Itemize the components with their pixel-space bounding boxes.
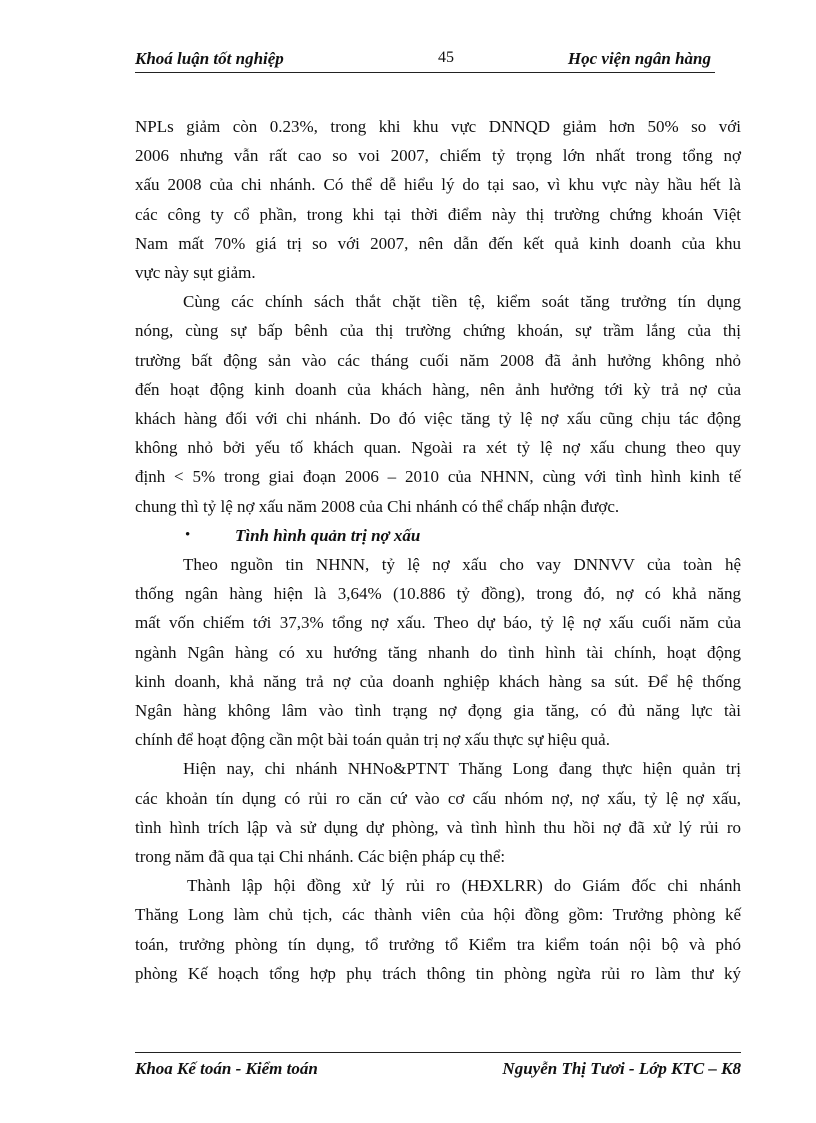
text-line: không nhỏ bởi yếu tố khách quan. Ngoài ra xét tỷ lệ nợ xấu chung theo quy (135, 438, 741, 458)
text-line: kinh doanh, khả năng trả nợ của doanh nghiệp khách hàng sa sút. Để hệ thống (135, 671, 741, 691)
text-line: Ngân hàng không lâm vào tình trạng nợ đọng gia tăng, có đủ năng lực tài (135, 701, 741, 721)
text-line: vực này sụt giảm. (135, 263, 256, 283)
text-line: khách hàng đối với chi nhánh. Do đó việc tăng tỷ lệ nợ xấu cũng chịu tác động (135, 409, 741, 429)
header-institution: Học viện ngân hàng (567, 49, 711, 68)
text-line: ngành Ngân hàng có xu hướng tăng nhanh do tình hình tài chính, hoạt động (135, 642, 741, 662)
text-line: nóng, cùng sự bấp bênh của thị trường chứng khoán, sự trầm lắng của thị (135, 321, 741, 341)
page-number: 45 (438, 49, 454, 66)
text-line: mất vốn chiếm tới 37,3% tổng nợ xấu. Theo dự báo, tỷ lệ nợ xấu cuối năm của (135, 613, 741, 633)
paragraph-4 (135, 754, 741, 871)
text-line: phòng Kế hoạch tổng hợp phụ trách thông tin phòng ngừa rủi ro làm thư ký (135, 963, 741, 983)
text-line: Hiện nay, chi nhánh NHNo&PTNT Thăng Long đang thực hiện quản trị (183, 759, 741, 779)
paragraph-3 (135, 550, 741, 754)
page-footer (135, 1052, 741, 1078)
page-header (135, 48, 715, 73)
text-line: Thành lập hội đồng xử lý rủi ro (HĐXLRR) do Giám đốc chi nhánh (187, 876, 741, 896)
text-line: Cùng các chính sách thắt chặt tiền tệ, kiểm soát tăng trưởng tín dụng (183, 292, 741, 312)
text-line: 2006 nhưng vẫn rất cao so voi 2007, chiếm tỷ trọng lớn nhất trong tổng nợ (135, 146, 741, 166)
text-line: trong năm đã qua tại Chi nhánh. Các biện pháp cụ thể: (135, 847, 506, 867)
text-line: NPLs giảm còn 0.23%, trong khi khu vực DNNQD giảm hơn 50% so với (135, 117, 741, 136)
text-line: định < 5% trong giai đoạn 2006 – 2010 của NHNN, cùng với tình hình kinh tế (135, 467, 741, 487)
text-line: đến hoạt động kinh doanh của khách hàng, nên ảnh hưởng tới kỳ trả nợ của (135, 379, 741, 399)
text-line: Theo nguồn tin NHNN, tỷ lệ nợ xấu cho vay DNNVV của toàn hệ (183, 555, 741, 575)
text-line: toán, trưởng phòng tín dụng, tổ trưởng tổ Kiểm tra kiểm toán nội bộ và phó (135, 934, 741, 954)
text-line: thống ngân hàng hiện là 3,64% (10.886 tỷ đồng), trong đó, nợ có khả năng (135, 584, 741, 604)
header-thesis-title: Khoá luận tốt nghiệp (135, 49, 284, 68)
page-body (135, 112, 741, 988)
text-line: chính để hoạt động cần một bài toán quản trị nợ xấu thực sự hiệu quả. (135, 730, 610, 750)
text-line: tình hình trích lập và sử dụng dự phòng, và tình hình thu hồi nợ đã xử lý rủi ro (135, 817, 741, 837)
paragraph-1 (135, 112, 741, 287)
section-heading: Tình hình quản trị nợ xấu (235, 525, 421, 545)
text-line: trường bất động sản vào các tháng cuối năm 2008 đã ảnh hưởng không nhỏ (135, 350, 741, 370)
footer-faculty: Khoa Kế toán - Kiểm toán (135, 1059, 318, 1078)
text-line: Thăng Long làm chủ tịch, các thành viên của hội đồng gồm: Trưởng phòng kế (135, 905, 741, 925)
text-line: xấu 2008 của chi nhánh. Có thể dễ hiểu lý do tại sao, vì khu vực này hầu hết là (135, 175, 741, 195)
text-line: chung thì tỷ lệ nợ xấu năm 2008 của Chi nhánh có thể chấp nhận được. (135, 496, 620, 516)
bullet-icon: • (185, 526, 191, 543)
text-line: các công ty cổ phần, trong khi tại thời điểm này thị trường chứng khoán Việt (135, 204, 741, 224)
bullet-heading-row (135, 521, 741, 550)
footer-author: Nguyễn Thị Tươi - Lớp KTC – K8 (502, 1059, 741, 1078)
text-line: Nam mất 70% giá trị so với 2007, nên dẫn đến kết quả kinh doanh của khu (135, 233, 741, 253)
paragraph-2 (135, 287, 741, 521)
paragraph-5 (135, 871, 741, 988)
text-line: các khoản tín dụng có rủi ro căn cứ vào cơ cấu nhóm nợ, nợ xấu, tỷ lệ nợ xấu, (135, 788, 741, 808)
